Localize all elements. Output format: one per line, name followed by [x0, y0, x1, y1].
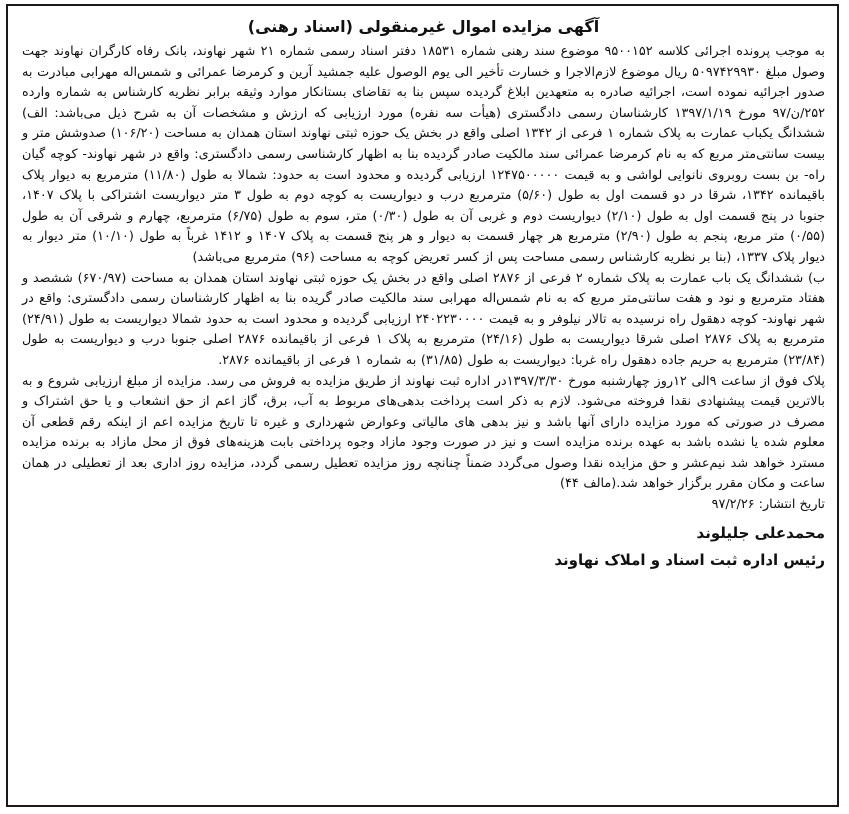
notice-frame	[6, 4, 839, 807]
signatory-name: محمدعلی جلیلوند	[696, 523, 825, 542]
notice-title: آگهی مزایده اموال غیرمنقولی (اسناد رهنی)	[247, 17, 600, 36]
publish-date: تاریخ انتشار: ۹۷/۲/۲۶	[711, 497, 825, 513]
signatory-title: رئیس اداره ثبت اسناد و املاک نهاوند	[554, 550, 825, 569]
notice-paragraph-intro: به موجب پرونده اجرائی کلاسه ۹۵۰۰۱۵۲ موضوع سند رهنی شماره ۱۸۵۳۱ دفتر اسناد رسمی شماره ۲۱ شهر نهاوند، بانک رفاه کارگران نهاوند جهت وصول مبلغ ۵۰۹۷۴۲۹۹۳۰ ریال موضوع لازم‌الاجرا و خسارت تأخیر الی یوم الوصول علیه جمشید آرین و کرمرضا عمرائی و شمس‌اله مهرابی مبادرت به صدور اجرائیه نموده است، اجرائیه صادره به متعهدین ابلاغ گردیده سپس بنا به تقاضای بستانکار موارد وثیقه برابر نظریه کارشناس به شماره وارده ۲۵۲/ن/۹۷ مورخ ۱۳۹۷/۱/۱۹ کارشناسان رسمی دادگستری (هیأت سه نفره) مورد ارزیابی که ارزش و مشخصات آن به شرح ذیل می‌باشد: الف) ششدانگ یکباب عمارت به پلاک شماره ۱ فرعی از ۱۳۴۲ اصلی واقع در بخش یک حوزه ثبتی نهاوند استان همدان به مساحت (۱۰۶/۲۰) صدوشش متر و بیست سانتی‌متر مربع که به نام کرمرضا عمرائی سند مالکیت صادر گردیده بنا به اظهار کارشناسی رسمی دادگستری: واقع در شهر نهاوند- کوچه گیان راه- بن بست روبروی نانوایی لواشی و به قیمت ۱۲۴۷۵۰۰۰۰۰ ارزیابی گردیده و محدود است به حدود: شمالا به طول (۱۱/۸۰) مترمربع به دیوار پلاک باقیمانده ۱۳۴۲، شرقا در دو قسمت اول به طول (۵/۶۰) مترمربع درب و دیواریست به کوچه دوم به طول ۳ متر دیواریست اشتراکی با پلاک ۱۴۰۷، جنوبا در پنج قسمت اول به طول (۲/۱۰) دیواریست دوم و غربی آن به طول (۰/۳۰) متر، سوم به طول (۶/۷۵) مترمربع، چهارم و شرقی آن به طول (۰/۵۵) متر مربع، پنجم به طول (۲/۹۰) مترمربع هر چهار قسمت به دیوار و هر پنج قسمت به پلاک ۱۴۰۷ و ۱۴۱۲ غرباً به طول (۱۰/۱۰) متر دیوار به دیوار پلاک ۱۳۳۷، (بنا بر نظریه کارشناس رسمی مساحت پس از کسر تعریض کوچه به مساحت (۹۶) مترمربع می‌باشد)	[22, 44, 826, 265]
notice-content	[22, 14, 825, 574]
notice-paragraph-auction-terms: پلاک فوق از ساعت ۹الی ۱۲روز چهارشنبه مورخ ۱۳۹۷/۳/۳۰در اداره ثبت نهاوند از طریق مزایده به فروش می رسد. مزایده از مبلغ ارزیابی شروع و به بالاترین قیمت پیشنهادی نقدا فروخته می‌شود. لازم به ذکر است پرداخت بدهی‌های مربوط به آب، برق، گاز اعم از حق انشعاب و یا حق اشتراک و مصرف در صورتی که مورد مزایده دارای آنها باشد و نیز بدهی های مالیاتی وعوارض شهرداری و غیره تا تاریخ مزایده اعم از اینکه رقم قطعی آن معلوم شده یا نشده باشد به عهده برنده مزایده است و نیز در صورت وجود مازاد وجوه پرداختی بابت هزینه‌های فوق از محل مازاد به برنده مزایده مسترد خواهد شد نیم‌عشر و حق مزایده نقدا وصول می‌گردد ضمناً چنانچه روز مزایده تعطیل رسمی گردد، مزایده روز اداری بعد از تعطیلی در همان ساعت و مکان مقرر برگزار خواهد شد.(مالف ۴۴)	[22, 373, 825, 492]
notice-paragraph-property-b: ب) ششدانگ یک باب عمارت به پلاک شماره ۲ فرعی از ۲۸۷۶ اصلی واقع در بخش یک حوزه ثبتی نهاوند استان همدان به مساحت (۶۷۰/۹۷) ششصد و هفتاد مترمربع و نود و هفت سانتی‌متر مربع که به نام شمس‌اله مهرابی سند مالکیت صادر گریده بنا به اظهار کارشناسان رسمی دادگستری: واقع در شهر نهاوند- کوچه دهقول راه نرسیده به تالار نیلوفر و به قیمت ۲۴۰۲۲۳۰۰۰۰ ارزیابی گردیده و محدود است به حدود شمالا دیواریست به طول (۲۴/۹۱) مترمربع به پلاک ۲۸۷۶ اصلی شرقا دیواریست به طول (۲۴/۱۶) مترمربع به پلاک ۱ فرعی از باقیمانده ۲۸۷۶ اصلی جنوبا درب و دیواریست به طول (۲۳/۸۴) مترمربع به حریم جاده دهقول راه غربا: دیواریست به طول (۳۱/۸۵) به شماره ۱ فرعی از باقیمانده ۲۸۷۶.	[22, 270, 826, 368]
